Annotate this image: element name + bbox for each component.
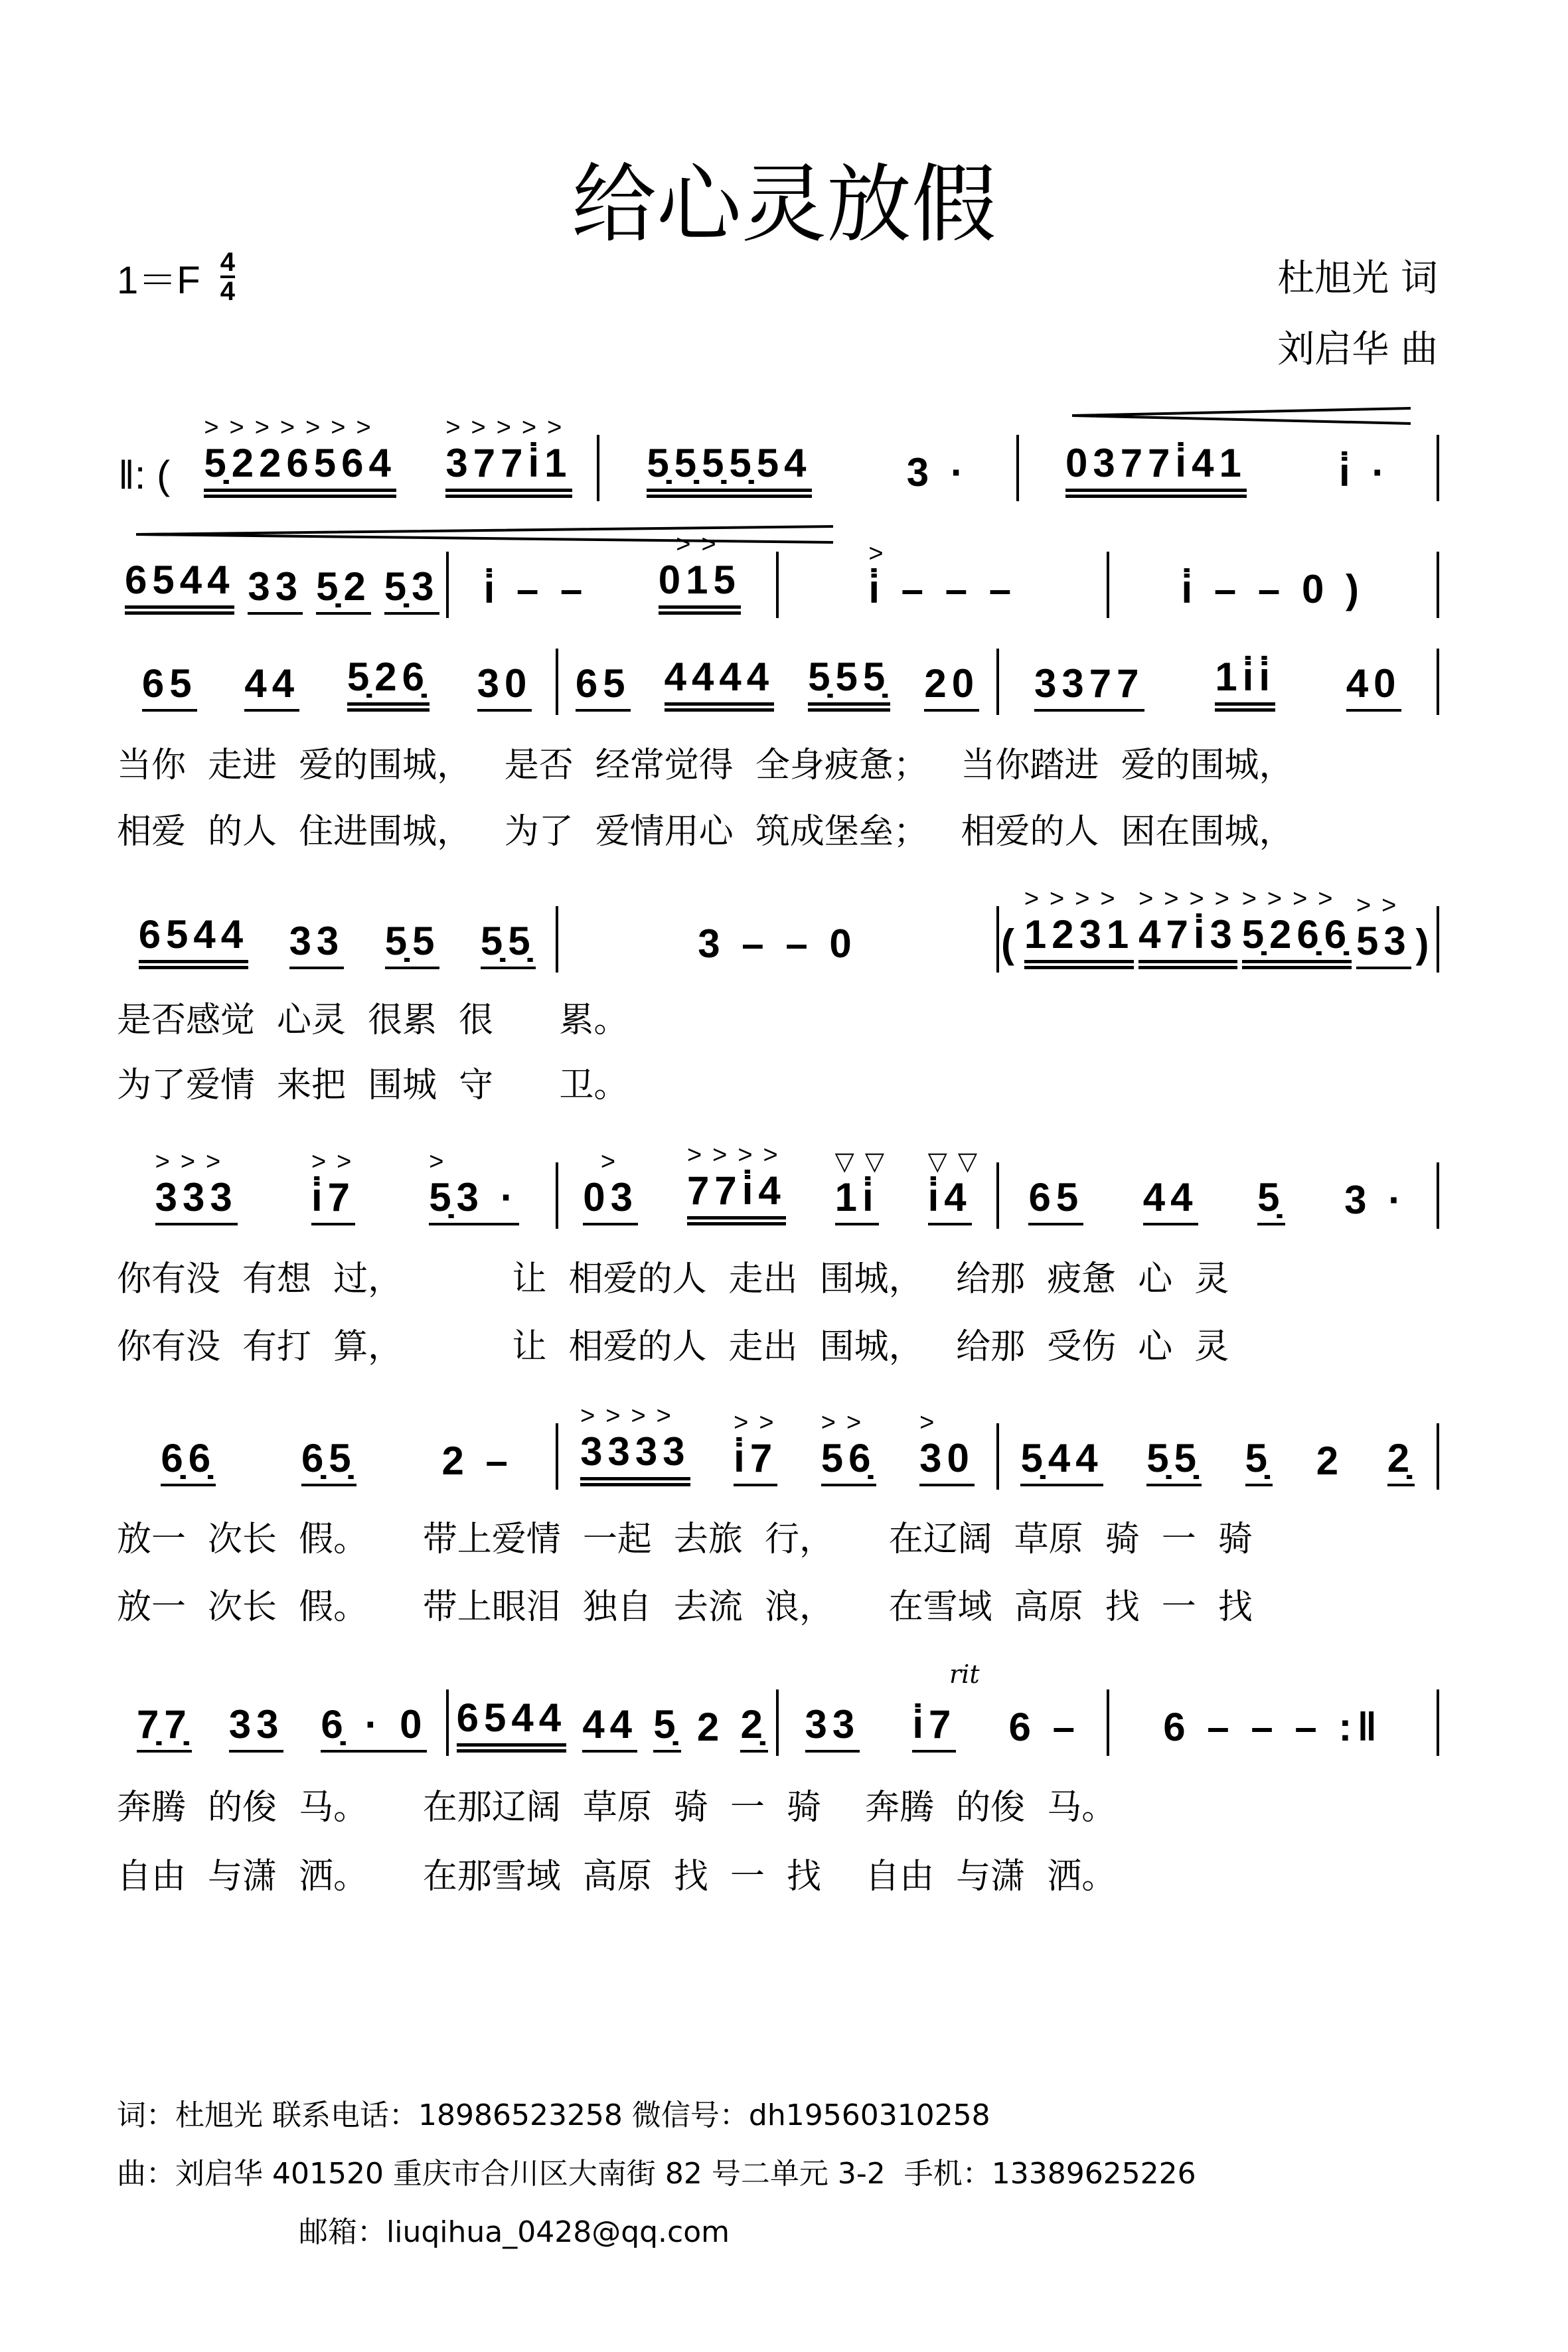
accent-marks: ▽▽	[927, 1148, 988, 1176]
note-group	[142, 663, 197, 712]
notes: (	[1001, 921, 1020, 966]
measure	[118, 909, 556, 969]
note-group	[576, 663, 631, 712]
note-group	[907, 451, 969, 498]
bar-line	[1437, 552, 1439, 618]
lyric-line: 你有没 有想 过， 让 相爱的人 走出 围城， 给那 疲惫 心 灵	[117, 1259, 1229, 1299]
notes: )	[1415, 921, 1435, 966]
note-group	[1143, 1176, 1198, 1225]
accent-marks: >>	[734, 1409, 785, 1437]
note-group	[1416, 923, 1435, 969]
accent-marks: >>	[311, 1148, 362, 1176]
note-group	[698, 923, 857, 969]
notes: 65	[575, 661, 631, 706]
notes: 30	[919, 1436, 975, 1480]
note-group	[582, 1703, 637, 1753]
measure	[779, 540, 1107, 615]
notes: 5̣2	[316, 564, 371, 609]
notes: i̇7	[311, 1175, 356, 1219]
notes: 015	[658, 558, 741, 602]
notes: 0377i̇41	[1065, 441, 1247, 485]
note-group	[244, 663, 299, 712]
notes: 5̣5	[384, 919, 440, 963]
notes: 44	[582, 1702, 638, 1747]
accent-marks: >>>>>	[445, 414, 573, 441]
note-group	[125, 559, 234, 615]
note-group	[1163, 1706, 1382, 1753]
note-group	[289, 920, 345, 969]
notes: 5̣5̣	[480, 919, 536, 963]
lyric-line: 放一 次长 假。 带上爱情 一起 去旅 行， 在辽阔 草原 骑 一 骑	[117, 1520, 1253, 1559]
accent-marks: >>>>>>>	[204, 414, 382, 441]
note-group	[1215, 656, 1275, 712]
note-group	[1245, 1437, 1273, 1486]
note-group	[1316, 1440, 1344, 1486]
notes: i̇7	[912, 1702, 957, 1747]
notes: 6544	[138, 912, 249, 957]
note-group	[1356, 892, 1411, 969]
song-title: 给心灵放假	[571, 155, 996, 254]
notes: 6̣5̣	[301, 1436, 356, 1480]
measure	[179, 414, 597, 498]
notes: 5̣3 ·	[429, 1175, 519, 1219]
notes: 2	[1316, 1439, 1344, 1483]
note-group	[1346, 663, 1401, 712]
footer-lyricist-contact: 词：杜旭光 联系电话：18986523258 微信号：dh19560310258	[117, 2098, 990, 2132]
notes: 33	[248, 564, 303, 609]
note-group	[924, 663, 979, 712]
note-group	[665, 656, 774, 712]
measure	[599, 438, 1017, 498]
notes: 5̣5̣	[1146, 1436, 1202, 1480]
accent-marks: >	[429, 1148, 455, 1176]
notes: 377i̇1	[445, 441, 572, 485]
notes: 44	[244, 661, 300, 706]
notes: 4444	[664, 655, 775, 699]
notes: 6 – – – :‖	[1163, 1705, 1383, 1749]
notes: 33	[289, 919, 345, 963]
notes: 5̣26̣	[347, 655, 430, 699]
note-group	[868, 540, 1017, 615]
notes: 40	[1346, 661, 1401, 706]
measure	[1109, 1693, 1437, 1753]
notes: 7̣7̣	[136, 1702, 192, 1747]
note-group	[583, 1148, 639, 1225]
note-group	[805, 1703, 860, 1753]
crescendo-hairpin	[1069, 406, 1414, 426]
accent-marks: >>>	[155, 1148, 232, 1176]
lyric-line: 奔腾 的俊 马。 在那辽阔 草原 骑 一 骑 奔腾 的俊 马。	[117, 1788, 1117, 1828]
note-group	[653, 1703, 680, 1753]
note-group	[321, 1703, 427, 1753]
notes: 65	[141, 661, 197, 706]
notes: 3333	[580, 1429, 690, 1474]
note-group	[1009, 1706, 1080, 1753]
notes: 03	[583, 1175, 639, 1219]
measure	[449, 530, 777, 615]
measure	[779, 1693, 1107, 1753]
lyric-line: 你有没 有打 算， 让 相爱的人 走出 围城， 给那 受伤 心 灵	[117, 1327, 1229, 1367]
notes: i̇ – – –	[868, 567, 1017, 611]
notation-row	[118, 885, 1439, 969]
measure	[999, 885, 1437, 969]
note-group	[912, 1703, 956, 1753]
composer-credit: 刘启华 曲	[1277, 328, 1438, 371]
notation-row	[118, 1402, 1439, 1486]
notes: 1231	[1024, 912, 1135, 957]
notes: 5̣5̣5̣5̣54	[647, 441, 812, 485]
note-group	[697, 1706, 724, 1753]
notes: 1i̇	[834, 1175, 879, 1219]
notes: 6̣6̣	[161, 1436, 216, 1480]
notes: 3 ·	[906, 450, 969, 495]
notation-row	[118, 1141, 1439, 1225]
note-group	[229, 1703, 284, 1753]
bar-line	[1437, 1162, 1439, 1229]
note-group	[155, 1148, 238, 1225]
note-group	[1339, 451, 1390, 498]
notes: i̇4	[927, 1175, 972, 1219]
measure	[1019, 438, 1437, 498]
note-group	[248, 566, 303, 615]
accent-marks: >	[919, 1409, 945, 1437]
time-top: 4	[220, 248, 235, 277]
lyric-line: 自由 与潇 洒。 在那雪域 高原 找 一 找 自由 与潇 洒。	[117, 1857, 1117, 1897]
notation-row	[118, 414, 1439, 498]
accent-marks: >	[583, 1148, 627, 1176]
note-group	[384, 566, 439, 615]
note-group	[445, 414, 573, 498]
notes: 6544	[456, 1695, 567, 1740]
time-signature	[220, 249, 235, 305]
note-group	[1024, 885, 1135, 969]
note-group	[927, 1148, 988, 1225]
note-group	[347, 656, 430, 712]
note-group	[580, 1402, 690, 1486]
bar-line	[1437, 906, 1439, 973]
ritardando-mark: rit	[949, 1660, 980, 1689]
notes: i̇7	[734, 1436, 778, 1480]
bar-line	[1437, 649, 1439, 715]
note-group	[919, 1409, 975, 1486]
footer-composer-contact: 曲：刘启华 401520 重庆市合川区大南街 82 号二单元 3-2 手机：13389625226	[117, 2157, 1196, 2191]
notes: i̇ – – 0 )	[1181, 567, 1364, 611]
notes: 2̣	[1387, 1436, 1415, 1480]
lyric-line: 当你 走进 爱的围城， 是否 经常觉得 全身疲惫； 当你踏进 爱的围城，	[117, 745, 1294, 785]
notes: 77i̇4	[686, 1168, 786, 1213]
note-group	[1065, 442, 1247, 498]
notes: 47i̇3	[1138, 912, 1237, 957]
note-group	[139, 913, 248, 969]
decrescendo-hairpin	[133, 524, 836, 544]
measure	[999, 1427, 1437, 1486]
note-group	[429, 1148, 519, 1225]
note-group	[1257, 1176, 1285, 1225]
notes: 5̣226564	[204, 441, 396, 485]
measure	[558, 1141, 996, 1225]
notes: 333	[155, 1175, 238, 1219]
note-group	[1020, 1437, 1103, 1486]
accent-marks: >>	[658, 530, 727, 558]
notes: 5̣26̣6̣	[1241, 912, 1352, 957]
accent-marks: ▽▽	[834, 1148, 896, 1176]
note-group	[821, 1409, 876, 1486]
note-group	[658, 530, 741, 615]
note-group	[457, 1697, 566, 1753]
notes: i̇ – –	[483, 567, 588, 611]
measure	[999, 1166, 1437, 1225]
accent-marks: >>>>	[1138, 885, 1240, 913]
lyric-line: 放一 次长 假。 带上眼泪 独自 去流 浪， 在雪域 高原 找 一 找	[117, 1587, 1253, 1627]
accent-marks: >>>>	[1241, 885, 1344, 913]
note-group	[734, 1409, 785, 1486]
measure	[118, 1427, 556, 1486]
notes: 5̣	[653, 1702, 681, 1747]
measure	[558, 1402, 996, 1486]
notes: 65	[1028, 1175, 1084, 1219]
notes: 6544	[124, 558, 235, 602]
note-group	[740, 1703, 767, 1753]
note-group	[1138, 885, 1240, 969]
note-group	[647, 442, 811, 498]
lyric-line: 为了爱情 来把 围城 守 卫。	[117, 1065, 629, 1105]
lyric-line: 相爱 的人 住进围城， 为了 爱情用心 筑成堡垒； 相爱的人 困在围城，	[117, 812, 1294, 852]
notes: 6̣ · 0	[321, 1702, 428, 1747]
bar-line	[1437, 435, 1439, 501]
measure	[558, 652, 996, 712]
note-group	[1146, 1437, 1202, 1486]
notation-row	[118, 652, 1439, 712]
measure	[118, 1693, 446, 1753]
measure	[118, 555, 446, 615]
accent-marks: >	[868, 540, 894, 568]
note-group	[481, 920, 536, 969]
note-group	[385, 920, 440, 969]
note-group	[311, 1148, 362, 1225]
notes: 2 –	[441, 1439, 513, 1483]
measure	[449, 1693, 777, 1753]
key-signature	[117, 249, 235, 305]
notes: 56̣	[821, 1436, 876, 1480]
note-group	[161, 1437, 216, 1486]
notes: 5̣55̣	[808, 655, 891, 699]
note-group	[1241, 885, 1352, 969]
notes: 2	[696, 1705, 725, 1749]
notes: 5̣	[1245, 1436, 1273, 1480]
note-group	[316, 566, 371, 615]
notes: 53	[1356, 919, 1411, 963]
bar-line	[1437, 1423, 1439, 1490]
accent-marks: >>	[1356, 892, 1407, 919]
note-group	[808, 656, 890, 712]
key-label: 1＝F	[117, 259, 200, 302]
notes: 5̣	[1257, 1175, 1285, 1219]
accent-marks: >>>>	[686, 1141, 789, 1169]
notes: 33	[228, 1702, 284, 1747]
accent-marks: >>>>	[580, 1402, 682, 1430]
bar-line	[1437, 1689, 1439, 1756]
note-group	[1001, 923, 1020, 969]
note-group	[1028, 1176, 1083, 1225]
notes: 33	[805, 1702, 860, 1747]
footer-email: 邮箱：liuqihua_0428@qq.com	[299, 2215, 730, 2249]
lyricist-credit: 杜旭光 词	[1277, 257, 1438, 300]
notes: 2̣	[740, 1702, 768, 1747]
accent-marks: >>	[821, 1409, 872, 1437]
measure	[558, 909, 996, 969]
notes: 5̣3	[384, 564, 439, 609]
note-group	[1344, 1179, 1407, 1225]
note-group	[1387, 1437, 1415, 1486]
measure	[999, 652, 1437, 712]
notes: 5̣44	[1020, 1436, 1103, 1480]
notes: 44	[1142, 1175, 1198, 1219]
accent-marks: >>>>	[1024, 885, 1126, 913]
notes: 6 –	[1008, 1705, 1080, 1749]
notes: i̇ ·	[1339, 450, 1391, 495]
measure	[118, 652, 556, 712]
note-group	[1034, 663, 1144, 712]
notes: 30	[477, 661, 532, 706]
notes: 20	[924, 661, 980, 706]
note-group	[301, 1437, 356, 1486]
note-group	[477, 663, 532, 712]
measure	[118, 1148, 556, 1225]
notation-row	[118, 1693, 1439, 1753]
notes: 1i̇i̇	[1215, 655, 1276, 699]
note-group	[1182, 568, 1364, 615]
notes: 3377	[1034, 661, 1144, 706]
measure	[1109, 555, 1437, 615]
note-group	[686, 1141, 789, 1225]
note-group	[441, 1440, 512, 1486]
time-bottom: 4	[220, 277, 235, 306]
note-group	[834, 1148, 896, 1225]
repeat-start: ‖: (	[118, 453, 171, 497]
notation-row	[118, 530, 1439, 615]
notes: 3 – – 0	[698, 921, 857, 966]
notes: 3 ·	[1344, 1178, 1407, 1222]
note-group	[484, 568, 588, 615]
lyric-line: 是否感觉 心灵 很累 很 累。	[117, 1000, 629, 1040]
note-group	[137, 1703, 192, 1753]
note-group	[204, 414, 396, 498]
